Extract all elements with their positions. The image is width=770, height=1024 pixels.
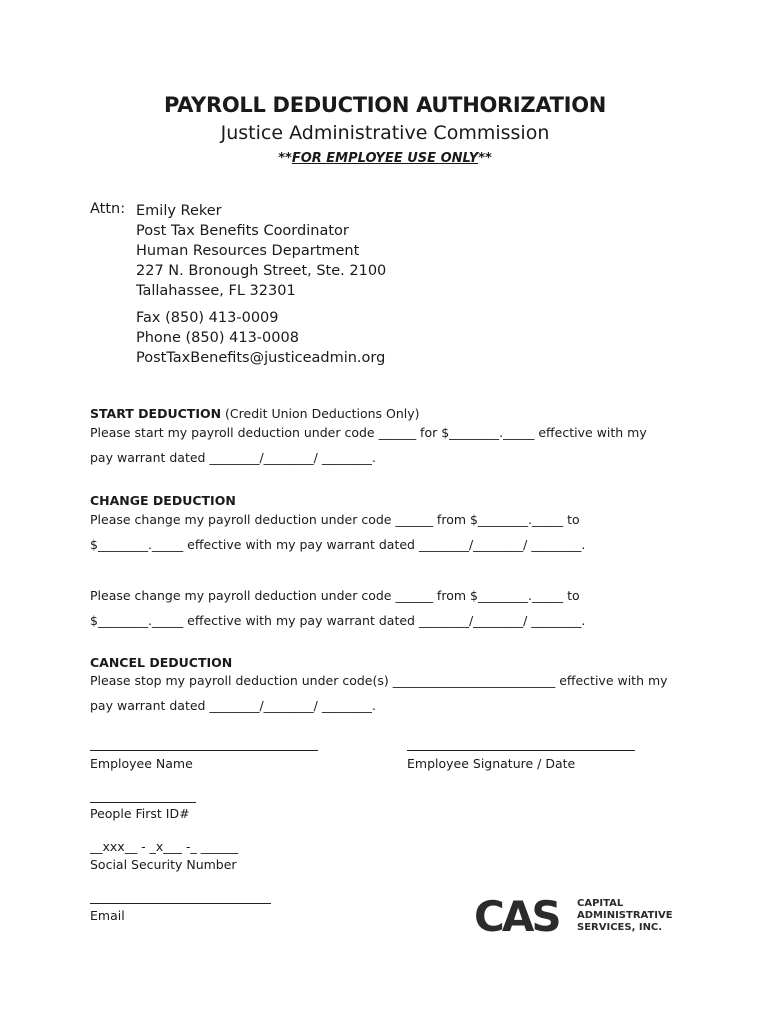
employee-use-only-note: **FOR EMPLOYEE USE ONLY** xyxy=(278,151,492,166)
attn-address xyxy=(136,201,386,301)
attn-email: PostTaxBenefits@justiceadmin.org xyxy=(136,350,386,366)
logo-mark: CAS xyxy=(474,893,559,937)
logo-line-1: CAPITAL xyxy=(577,898,624,909)
attn-contact xyxy=(136,308,385,368)
employee-name-line[interactable] xyxy=(90,750,318,751)
attn-phone: Phone (850) 413-0008 xyxy=(136,330,299,346)
attn-line-city: Tallahassee, FL 32301 xyxy=(136,283,296,299)
employee-signature-line[interactable] xyxy=(407,750,635,751)
change-deduction-1-line-1[interactable]: Please change my payroll deduction under code ______ from $________._____ to xyxy=(90,512,580,527)
start-deduction-line-2[interactable]: pay warrant dated ________/________/ ________. xyxy=(90,450,376,465)
email-label: Email xyxy=(90,908,125,923)
cancel-deduction-line-2[interactable]: pay warrant dated ________/________/ ________. xyxy=(90,698,376,713)
change-deduction-2-line-2[interactable]: $________._____ effective with my pay warrant dated ________/________/ ________. xyxy=(90,613,586,628)
people-first-id-label: People First ID# xyxy=(90,806,190,821)
attn-line-street: 227 N. Bronough Street, Ste. 2100 xyxy=(136,263,387,279)
cancel-deduction-heading: CANCEL DEDUCTION xyxy=(90,655,233,670)
start-deduction-line-1[interactable]: Please start my payroll deduction under code ______ for $________._____ effective with my xyxy=(90,425,647,440)
start-deduction-heading: START DEDUCTION xyxy=(90,406,222,421)
cancel-deduction-line-1[interactable]: Please stop my payroll deduction under code(s) __________________________ effective with my xyxy=(90,673,668,688)
logo-line-3: SERVICES, INC. xyxy=(577,922,663,933)
change-deduction-1-line-2[interactable]: $________._____ effective with my pay warrant dated ________/________/ ________. xyxy=(90,537,586,552)
logo-line-2: ADMINISTRATIVE xyxy=(577,910,673,921)
form-subtitle: Justice Administrative Commission xyxy=(220,122,550,144)
attn-line-name: Emily Reker xyxy=(136,203,222,219)
employee-signature-label: Employee Signature / Date xyxy=(407,756,576,771)
email-line[interactable] xyxy=(90,903,271,904)
people-first-id-line[interactable] xyxy=(90,802,196,803)
attn-line-title: Post Tax Benefits Coordinator xyxy=(136,223,349,239)
ssn-field[interactable]: __xxx__ - _x___ -_ ______ xyxy=(90,839,239,854)
cas-logo xyxy=(474,893,689,937)
start-deduction-note: (Credit Union Deductions Only) xyxy=(221,406,420,421)
attn-fax: Fax (850) 413-0009 xyxy=(136,310,279,326)
attn-label: Attn: xyxy=(90,201,126,217)
ssn-label: Social Security Number xyxy=(90,857,237,872)
change-deduction-2-line-1[interactable]: Please change my payroll deduction under code ______ from $________._____ to xyxy=(90,588,580,603)
change-deduction-heading: CHANGE DEDUCTION xyxy=(90,493,236,508)
attn-line-department: Human Resources Department xyxy=(136,243,360,259)
employee-use-only-text: FOR EMPLOYEE USE ONLY xyxy=(291,151,479,166)
employee-name-label: Employee Name xyxy=(90,756,193,771)
start-deduction-heading-row xyxy=(90,406,420,421)
form-title: PAYROLL DEDUCTION AUTHORIZATION xyxy=(163,93,607,117)
